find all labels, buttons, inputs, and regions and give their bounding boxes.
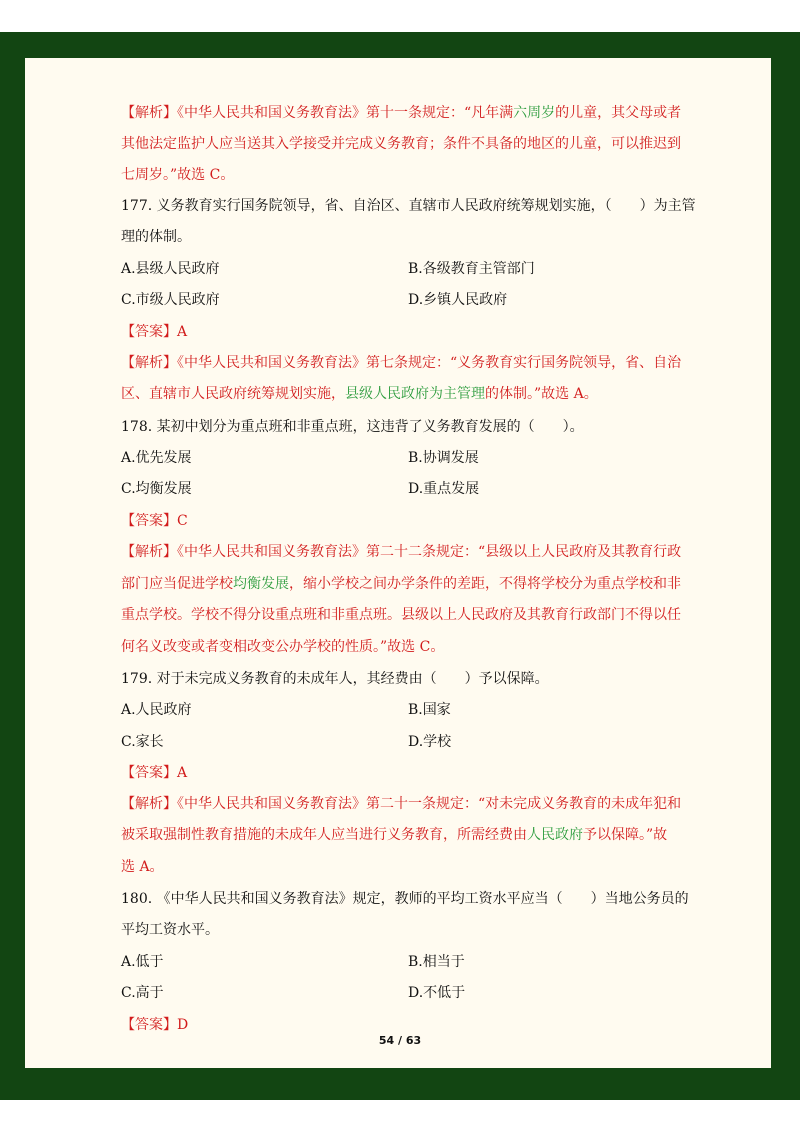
explanation-text: 【解析】《中华人民共和国义务教育法》第十一条规定：“凡年满 [121,105,514,121]
key-phrase: 人民政府 [527,827,583,843]
question-stem: 179. 对于未完成义务教育的未成年人，其经费由（ ）予以保障。 [121,671,549,687]
explanation-line [121,574,716,594]
explanation-line: 七周岁。”故选 C。 [121,167,235,183]
explanation-line: 【解析】《中华人民共和国义务教育法》第二十一条规定：“对未完成义务教育的未成年犯和 [121,796,682,812]
option-b: B.协调发展 [408,450,479,466]
explanation-line: 何名义改变或者变相改变公办学校的性质。”故选 C。 [121,639,445,655]
option-a: A.低于 [121,954,164,970]
question-stem: 180. 《中华人民共和国义务教育法》规定，教师的平均工资水平应当（ ）当地公务员的 [121,891,689,907]
explanation-line: 重点学校。学校不得分设重点班和非重点班。县级以上人民政府及其教育行政部门不得以任 [121,607,681,623]
option-c: C.市级人民政府 [121,292,220,308]
option-a: A.人民政府 [121,702,192,718]
option-b: B.相当于 [408,954,465,970]
key-phrase: 六周岁 [513,105,556,121]
explanation-line: 选 A。 [121,859,164,875]
question-stem: 平均工资水平。 [121,922,219,938]
question-stem: 177. 义务教育实行国务院领导，省、自治区、直辖市人民政府统筹规划实施，（ ）为主管 [121,198,696,214]
explanation-line [121,103,716,123]
option-d: D.不低于 [408,985,466,1001]
option-d: D.学校 [408,734,452,750]
option-b: B.国家 [408,702,451,718]
explanation-line: 【解析】《中华人民共和国义务教育法》第二十二条规定：“县级以上人民政府及其教育行政 [121,544,682,560]
question-stem: 理的体制。 [121,229,191,245]
key-phrase: 县级人民政府为主管理 [345,386,485,402]
explanation-text: 的儿童，其父母或者 [555,105,682,121]
explanation-text: ，缩小学校之间办学条件的差距，不得将学校分为重点学校和非 [289,576,681,592]
explanation-text: 区、直辖市人民政府统筹规划实施， [121,386,345,402]
explanation-text: 予以保障。”故 [583,827,668,843]
key-phrase: 均衡发展 [233,576,289,592]
answer: 【答案】C [121,513,188,529]
answer: 【答案】A [121,324,188,340]
explanation-line: 【解析】《中华人民共和国义务教育法》第七条规定：“义务教育实行国务院领导，省、自治 [121,355,682,371]
option-a: A.优先发展 [121,450,192,466]
option-b: B.各级教育主管部门 [408,261,535,277]
explanation-text: 的体制。”故选 A。 [485,386,598,402]
option-d: D.乡镇人民政府 [408,292,508,308]
explanation-text: 部门应当促进学校 [121,576,233,592]
option-c: C.高于 [121,985,164,1001]
answer: 【答案】A [121,765,188,781]
explanation-line [121,825,716,845]
explanation-line [121,384,716,404]
document-page [25,58,771,1068]
option-a: A.县级人民政府 [121,261,220,277]
option-c: C.均衡发展 [121,481,192,497]
explanation-text: 被采取强制性教育措施的未成年人应当进行义务教育，所需经费由 [121,827,527,843]
option-c: C.家长 [121,734,164,750]
page-number: 54 / 63 [378,1034,422,1047]
option-d: D.重点发展 [408,481,480,497]
explanation-line: 其他法定监护人应当送其入学接受并完成义务教育；条件不具备的地区的儿童，可以推迟到 [121,136,681,152]
answer: 【答案】D [121,1017,189,1033]
question-stem: 178. 某初中划分为重点班和非重点班，这违背了义务教育发展的（ ）。 [121,419,584,435]
